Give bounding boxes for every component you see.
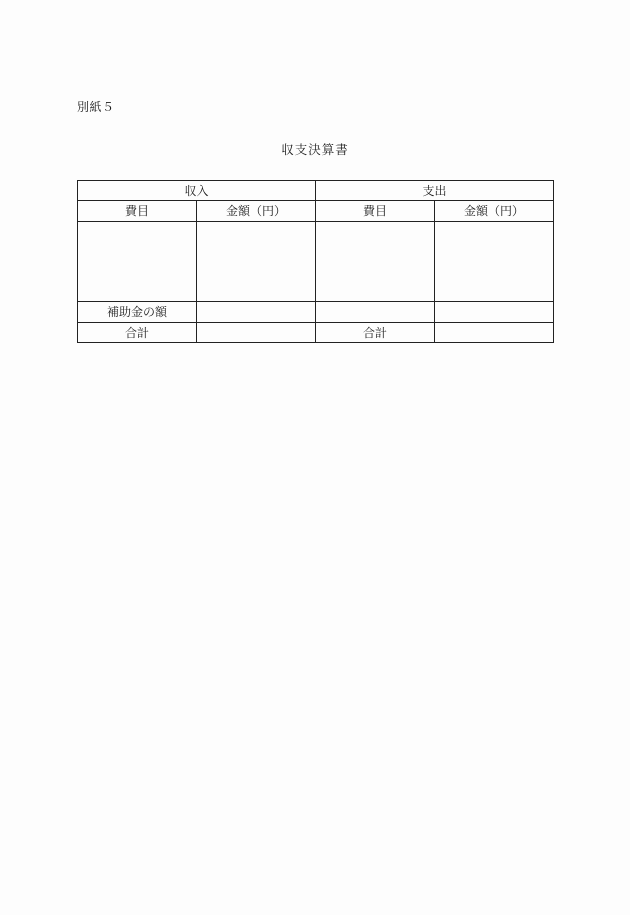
income-item-header: 費目	[78, 201, 197, 222]
table-group-row	[78, 181, 554, 201]
expense-amount-header: 金額（円）	[435, 201, 554, 222]
expense-total-label: 合計	[316, 323, 435, 343]
income-amount-header: 金額（円）	[197, 201, 316, 222]
document-title: 収支決算書	[281, 143, 349, 157]
expense-group-header: 支出	[316, 181, 554, 201]
table-column-header-row	[78, 201, 554, 222]
income-group-header: 収入	[78, 181, 316, 201]
subsidy-expense-amount-cell	[435, 302, 554, 323]
expense-amount-cell	[435, 222, 554, 302]
expense-item-cell	[316, 222, 435, 302]
expense-total-amount-cell	[435, 323, 554, 343]
attachment-label: 別紙５	[77, 100, 115, 114]
income-item-cell	[78, 222, 197, 302]
subsidy-row	[78, 302, 554, 323]
subsidy-amount-cell	[197, 302, 316, 323]
settlement-table	[77, 180, 554, 343]
subsidy-label: 補助金の額	[78, 302, 197, 323]
total-row	[78, 323, 554, 343]
subsidy-expense-item-cell	[316, 302, 435, 323]
table-row	[78, 222, 554, 302]
income-total-label: 合計	[78, 323, 197, 343]
income-total-amount-cell	[197, 323, 316, 343]
income-amount-cell	[197, 222, 316, 302]
expense-item-header: 費目	[316, 201, 435, 222]
